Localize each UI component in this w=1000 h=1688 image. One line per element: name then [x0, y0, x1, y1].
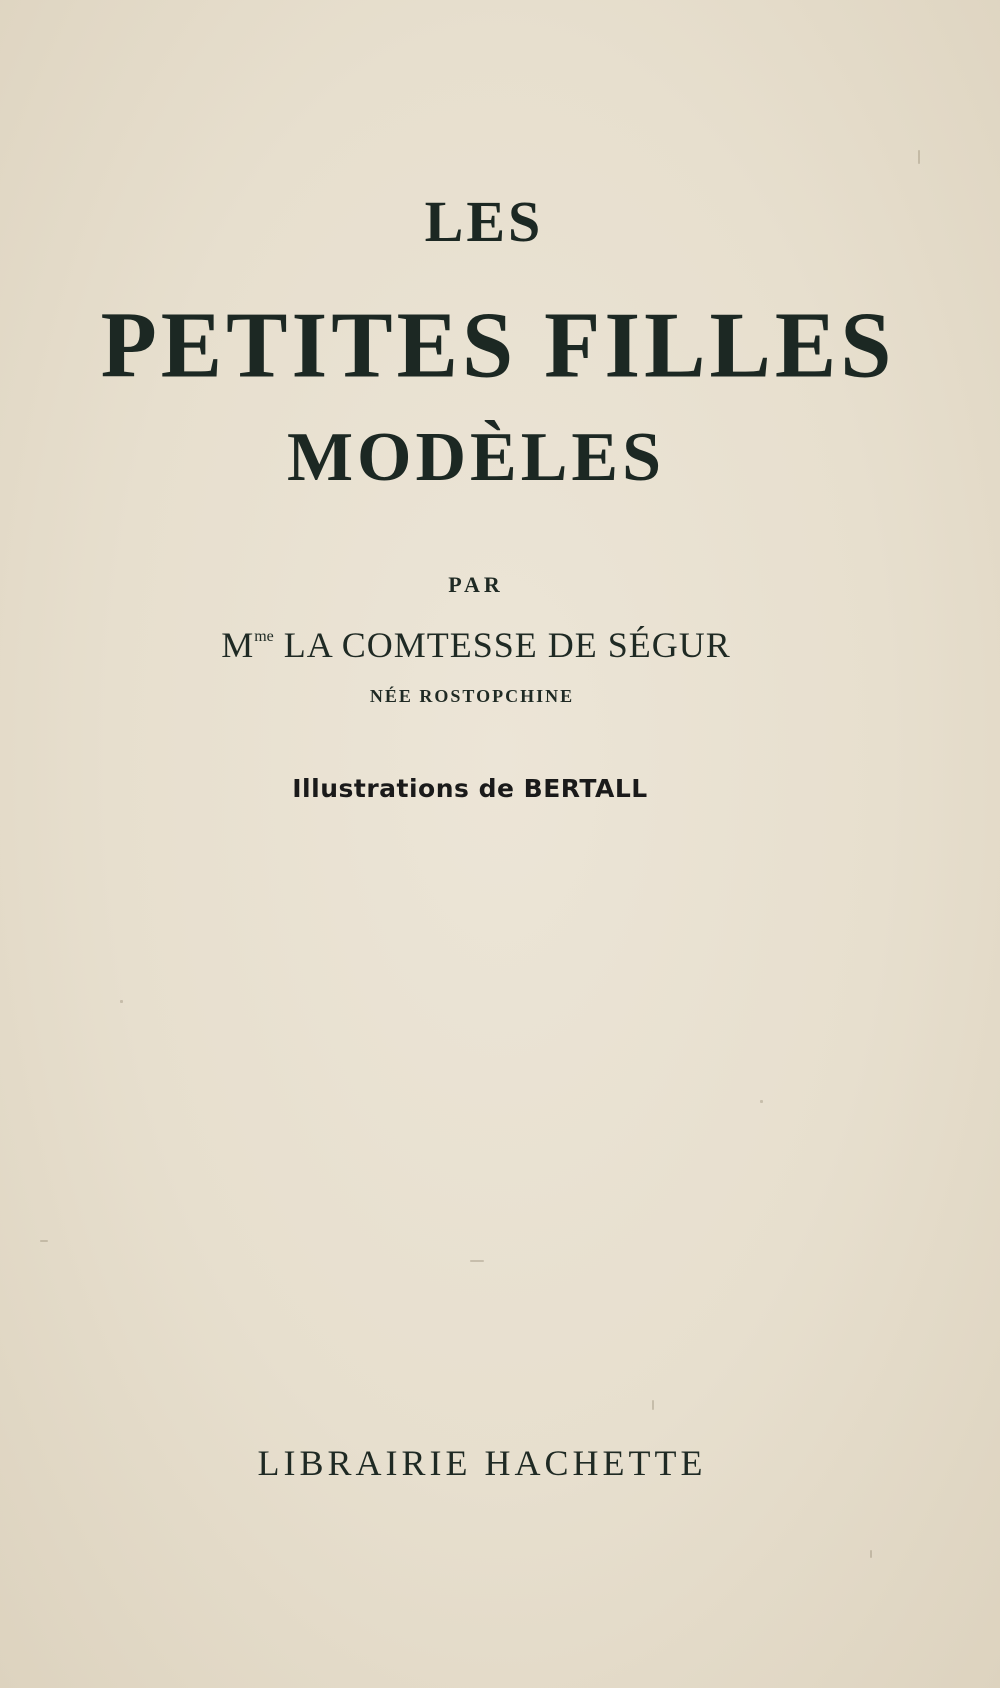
paper-speck [120, 1000, 123, 1003]
title-line-modeles: MODÈLES [286, 419, 666, 496]
paper-speck [652, 1400, 654, 1410]
author-line [0, 624, 976, 666]
paper-speck [40, 1240, 48, 1242]
paper-speck [870, 1550, 872, 1558]
author-birth-name: NÉE ROSTOPCHINE [369, 686, 575, 706]
author-prefix: M [221, 625, 255, 665]
illustrations-credit: Illustrations de BERTALL [292, 774, 648, 803]
title-line-petites-filles: PETITES FILLES [100, 292, 896, 398]
paper-speck [918, 150, 920, 164]
author-prefix-superscript: me [254, 628, 274, 645]
by-label: PAR [448, 572, 504, 597]
paper-speck [470, 1260, 484, 1262]
publisher-name: LIBRAIRIE HACHETTE [257, 1443, 707, 1483]
author-name: LA COMTESSE DE SÉGUR [283, 625, 731, 665]
title-line-les: LES [424, 189, 544, 254]
paper-speck [760, 1100, 763, 1103]
